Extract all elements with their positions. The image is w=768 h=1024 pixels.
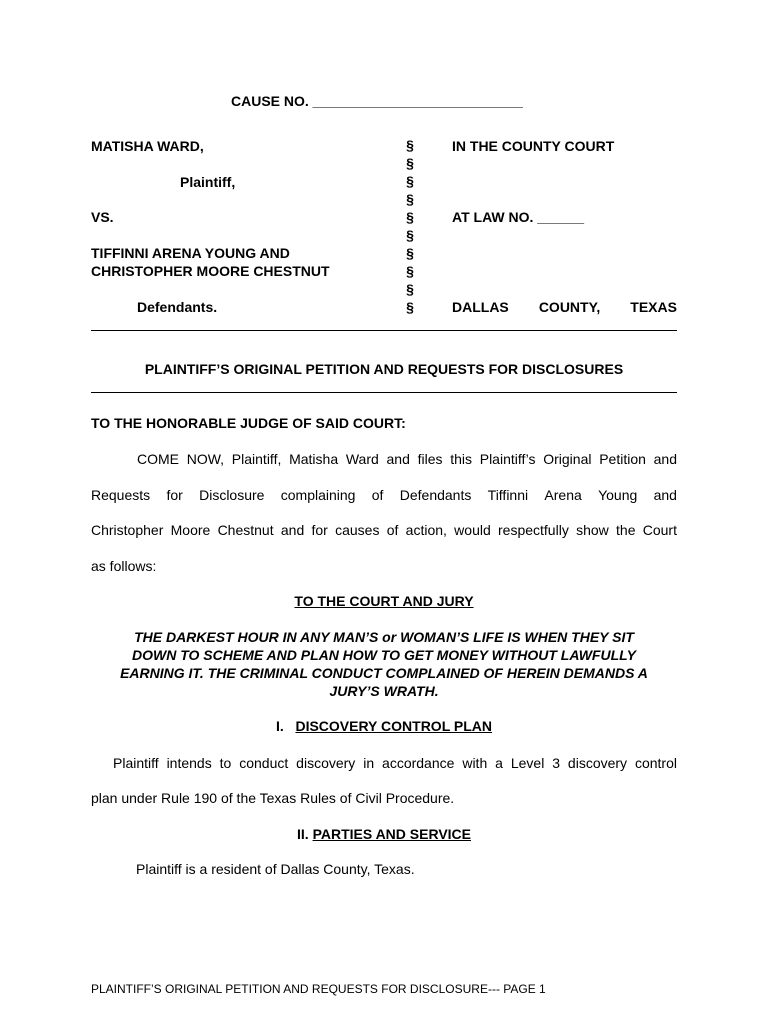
cause-number: CAUSE NO. ___________________________ — [231, 93, 523, 109]
section-2-number: II. — [297, 826, 309, 842]
statement-line-2: DOWN TO SCHEME AND PLAN HOW TO GET MONEY WITHOUT LAWFULLY — [132, 647, 636, 663]
intro-word: Arena — [544, 487, 582, 503]
statement-line-3: EARNING IT. THE CRIMINAL CONDUCT COMPLAINED OF HEREIN DEMANDS A — [120, 665, 648, 681]
section-1-title: DISCOVERY CONTROL PLAN — [295, 718, 492, 734]
section-symbol: § — [406, 209, 414, 225]
intro-word: Requests — [91, 487, 151, 503]
separator-rule — [91, 330, 677, 331]
section-symbol: § — [406, 137, 414, 153]
court-location-word: TEXAS — [630, 299, 677, 315]
section-1-number: I. — [276, 718, 284, 734]
intro-word: Defendants — [399, 487, 472, 503]
section-symbol: § — [406, 227, 414, 243]
section-symbol: § — [406, 245, 414, 261]
court-jury-heading — [91, 593, 677, 610]
section-symbol: § — [406, 299, 414, 315]
section-1-heading — [91, 718, 677, 735]
section-symbol: § — [406, 281, 414, 297]
defendant-line-1: TIFFINNI ARENA YOUNG AND — [91, 245, 290, 261]
defendants-label: Defendants. — [137, 299, 218, 315]
intro-word: Young — [598, 487, 638, 503]
petition-title: PLAINTIFF’S ORIGINAL PETITION AND REQUESTS FOR DISCLOSURES — [144, 361, 624, 377]
section-symbol: § — [406, 155, 414, 171]
separator-rule — [91, 392, 677, 393]
intro-word: and — [653, 487, 677, 503]
section-1-line-1: Plaintiff intends to conduct discovery in accordance with a Level 3 discovery control — [113, 755, 677, 771]
intro-word: Disclosure — [199, 487, 265, 503]
plaintiff-name: MATISHA WARD, — [91, 138, 204, 154]
court-jury-heading-text: TO THE COURT AND JURY — [294, 593, 474, 609]
intro-line-4: as follows: — [91, 558, 157, 574]
court-location-word: DALLAS — [452, 299, 509, 315]
defendant-line-2: CHRISTOPHER MOORE CHESTNUT — [91, 263, 330, 279]
statement-line-4: JURY’S WRATH. — [329, 683, 439, 699]
court-location — [452, 299, 677, 316]
salutation: TO THE HONORABLE JUDGE OF SAID COURT: — [91, 415, 406, 431]
court-name-line-2: AT LAW NO. ______ — [452, 209, 585, 225]
versus-label: VS. — [91, 209, 114, 225]
intro-line-1: COME NOW, Plaintiff, Matisha Ward and files this Plaintiff’s Original Petition and — [137, 451, 677, 467]
section-2-heading — [91, 826, 677, 843]
section-2-line-1: Plaintiff is a resident of Dallas County, Texas. — [136, 861, 415, 877]
court-location-word: COUNTY, — [538, 299, 601, 315]
section-2-title: PARTIES AND SERVICE — [312, 826, 471, 842]
statement-line-1: THE DARKEST HOUR IN ANY MAN’S or WOMAN’S LIFE IS WHEN THEY SIT — [134, 629, 634, 645]
section-1-line-2: plan under Rule 190 of the Texas Rules of Civil Procedure. — [91, 790, 455, 806]
intro-word: for — [166, 487, 183, 503]
intro-word: Tiffinni — [487, 487, 529, 503]
section-symbol: § — [406, 191, 414, 207]
section-symbol: § — [406, 263, 414, 279]
court-name-line-1: IN THE COUNTY COURT — [452, 138, 615, 154]
intro-word: complaining — [280, 487, 356, 503]
section-symbol: § — [406, 173, 414, 189]
plaintiff-label: Plaintiff, — [180, 174, 236, 190]
page-footer: PLAINTIFF’S ORIGINAL PETITION AND REQUESTS FOR DISCLOSURE--- PAGE 1 — [91, 982, 546, 996]
intro-word: of — [371, 487, 384, 503]
intro-line-2 — [91, 487, 677, 504]
intro-line-3: Christopher Moore Chestnut and for causes of action, would respectfully show the Court — [91, 522, 677, 538]
